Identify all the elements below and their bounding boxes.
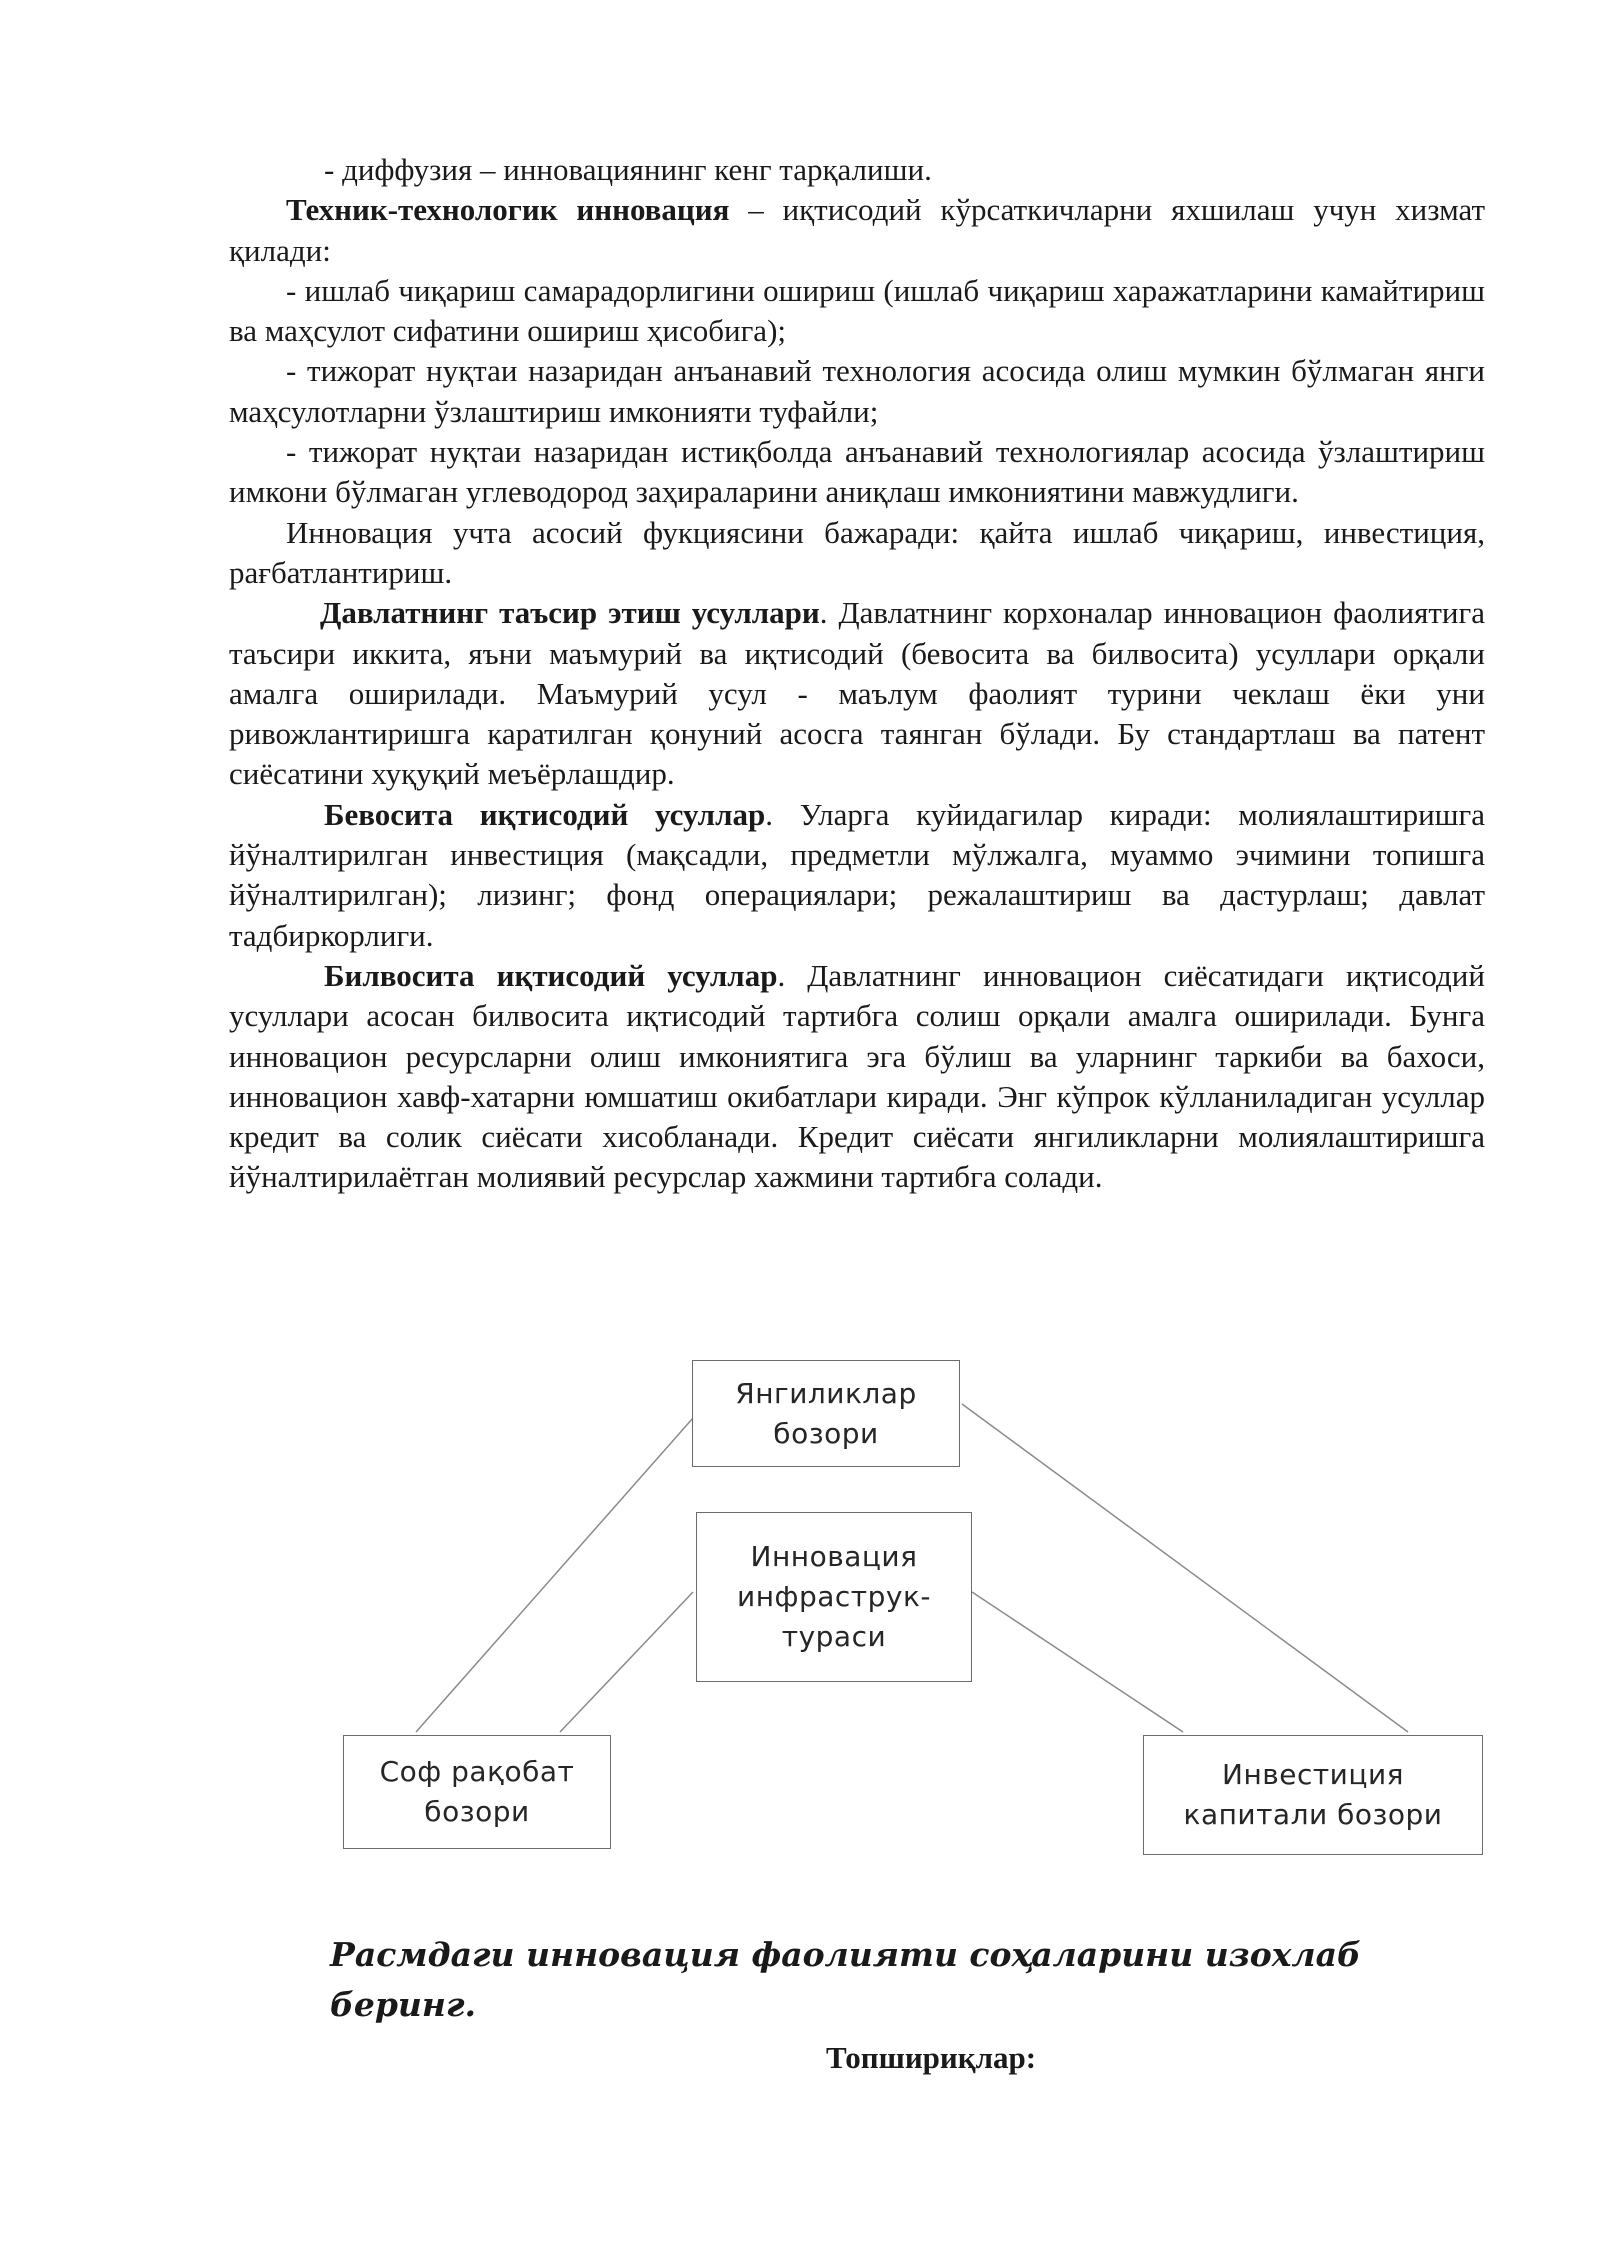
body-text [229, 150, 1485, 1198]
box-innovations-market-line2: бозори [773, 1416, 879, 1450]
paragraph-tech-innovation-text: – иқтисодий кўрсаткичларни яхшилаш учун хизмат қилади: [229, 192, 1485, 268]
box-pure-competition-market-line2: бозори [424, 1795, 530, 1828]
box-pure-competition-market [343, 1735, 611, 1849]
box-innovations-market-line1: Янгиликлар [735, 1376, 917, 1410]
heading-tech-innovation: Техник-технологик инновация [286, 192, 730, 228]
box-innovation-infrastructure [696, 1512, 972, 1682]
paragraph-state-methods [229, 593, 1485, 794]
connector-center-right [972, 1592, 1183, 1732]
heading-state-methods: Давлатнинг таъсир этиш усуллари [320, 595, 820, 631]
box-innovation-infrastructure-line1: Инновация [750, 1540, 918, 1573]
paragraph-indirect-methods-text: . Давлатнинг инновацион сиёсатидаги иқтисодий усуллари асосан билвосита иқтисодий тартибга солиш орқали амалга оширилади. Бунга инновацион ресурсларни олиш имкониятига эга бўлиш ва уларнинг таркиби ва бахоси, инновацион хавф-хатарни юмшатиш окибатлари киради. Энг кўпрок кўлланиладиган усуллар кредит ва солик сиёсати хисобланади. Кредит сиёсати янгиликларни молиялаштиришга йўналтирилаётган молиявий ресурслар хажмини тартибга солади. [229, 957, 1485, 1195]
box-investment-capital-market-line1: Инвестиция [1222, 1758, 1404, 1791]
paragraph-bullet-efficiency: - ишлаб чиқариш самарадорлигини ошириш (ишлаб чиқариш харажатларини камайтириш ва маҳсулот сифатини ошириш ҳисобига); [229, 272, 1485, 349]
question-text: Расмдаги инновация фаолияти соҳаларини изохлаб беринг. [330, 1935, 1361, 2024]
heading-direct-methods: Бевосита иқтисодий усуллар [324, 796, 766, 832]
connector-center-left [560, 1592, 693, 1732]
paragraph-bullet-new-products: - тижорат нуқтаи назаридан анъанавий технология асосида олиш мумкин бўлмаган янги маҳсулотларни ўзлаштириш имконияти туфайли; [229, 353, 1485, 429]
box-investment-capital-market [1143, 1735, 1483, 1855]
paragraph-direct-methods-text: . Уларга куйидагилар киради: молиялаштиришга йўналтирилган инвестиция (мақсадли, предметли мўлжалга, муаммо эчимини топишга йўналтирилган); лизинг; фонд операциялари; режалаштириш ва дастурлаш; давлат тадбиркорлиги. [229, 796, 1486, 953]
paragraph-state-methods-text: . Давлатнинг корхоналар инновацион фаолиятига таъсири иккита, яъни маъмурий ва иқтисодий (бевосита ва билвосита) усуллари орқали амалга оширилади. Маъмурий усул - маълум фаолият турини чеклаш ёки уни ривожлантиришга каратилган қонуний асосга таянган бўлади. Бу стандартлаш ва патент сиёсатини хуқуқий меъёрлашдир. [229, 595, 1485, 792]
paragraph-diffusion: - диффузия – инновациянинг кенг тарқалиши. [324, 152, 932, 187]
paragraph-tech-innovation [229, 190, 1485, 271]
paragraph-indirect-methods [229, 956, 1485, 1198]
heading-indirect-methods: Билвосита иқтисодий усуллар [324, 957, 778, 993]
paragraph-functions: Инновация учта асосий фукциясини бажаради: қайта ишлаб чиқариш, инвестиция, рағбатлантириш. [229, 514, 1485, 590]
box-innovation-infrastructure-line2: инфраструк- [737, 1580, 931, 1613]
box-investment-capital-market-line2: капитали бозори [1183, 1798, 1443, 1831]
box-innovation-infrastructure-line3: тураси [781, 1620, 887, 1653]
paragraph-direct-methods [229, 795, 1485, 956]
connector-top-left [416, 1418, 693, 1732]
box-innovations-market [692, 1360, 960, 1467]
box-pure-competition-market-line1: Соф рақобат [379, 1755, 575, 1788]
connector-top-right [962, 1404, 1408, 1732]
paragraph-bullet-reserves: - тижорат нуқтаи назаридан истиқболда анъанавий технологиялар асосида ўзлаштириш имкони бўлмаган углеводород заҳираларини аниқлаш имкониятини мавжудлиги. [229, 434, 1485, 510]
tasks-heading: Топшириқлар: [826, 2040, 1037, 2075]
